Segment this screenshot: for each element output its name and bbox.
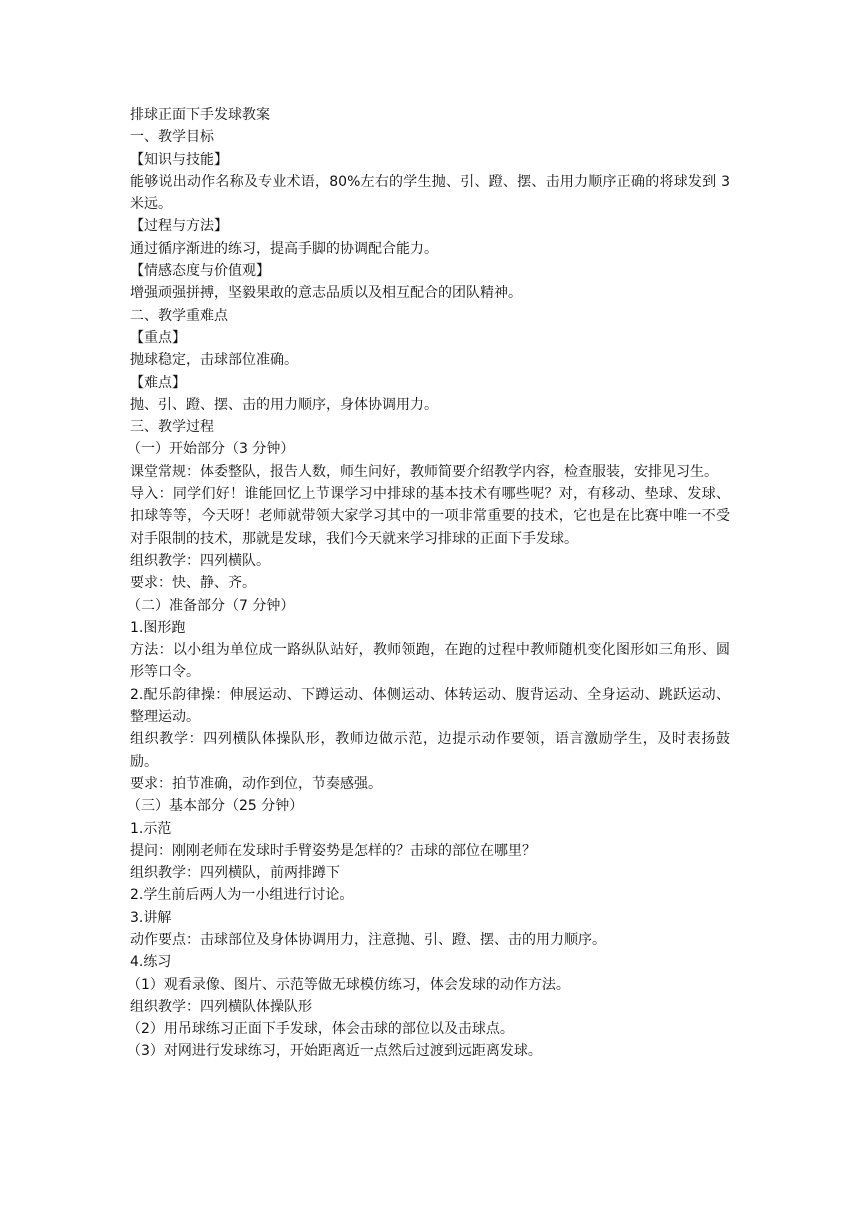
section-heading-process: 三、教学过程 xyxy=(130,419,214,436)
section-heading-key-points: 二、教学重难点 xyxy=(130,307,228,324)
paragraph-class-routine: 课堂常规：体委整队，报告人数，师生问好，教师简要介绍教学内容，检查服装，安排见习生。 xyxy=(130,463,718,480)
section-heading-objectives: 一、教学目标 xyxy=(130,129,214,146)
item-discussion: 2.学生前后两人为一小组进行讨论。 xyxy=(130,887,354,904)
subheading-process-method: 【过程与方法】 xyxy=(130,218,228,235)
practice-step-3: （3）对网进行发球练习，开始距离近一点然后过渡到远距离发球。 xyxy=(127,1043,542,1060)
practice-step-1: （1）观看录像、图片、示范等做无球模仿练习，体会发球的动作方法。 xyxy=(127,976,570,993)
subheading-knowledge-skills: 【知识与技能】 xyxy=(130,151,228,168)
paragraph-knowledge-skills: 能够说出动作名称及专业术语，80%左右的学生抛、引、蹬、摆、击用力顺序正确的将球发到 3 米远。 xyxy=(130,173,730,213)
paragraph-process-method: 通过循序渐进的练习，提高手脚的协调配合能力。 xyxy=(130,240,438,257)
item-practice: 4.练习 xyxy=(130,954,172,971)
paragraph-requirement-1: 要求：快、静、齐。 xyxy=(130,575,256,592)
paragraph-organization-3: 组织教学：四列横队，前两排蹲下 xyxy=(130,865,340,882)
subheading-start-part: （一）开始部分（3 分钟） xyxy=(127,441,295,458)
paragraph-introduction: 导入：同学们好！谁能回忆上节课学习中排球的基本技术有哪些呢？对，有移动、垫球、发球、扣球等等，今天呀！老师就带领大家学习其中的一项非常重要的技术，它也是在比赛中唯一不受对手限制的技术，那就是发球，我们今天就来学习排球的正面下手发球。 xyxy=(130,486,730,547)
subheading-key-point: 【重点】 xyxy=(130,329,186,346)
paragraph-organization-1: 组织教学：四列横队。 xyxy=(130,552,270,569)
subheading-preparation-part: （二）准备部分（7 分钟） xyxy=(127,597,295,614)
paragraph-difficulty: 抛、引、蹬、摆、击的用力顺序，身体协调用力。 xyxy=(130,396,438,413)
item-figure-run: 1.图形跑 xyxy=(130,619,186,636)
document-page xyxy=(127,104,730,1063)
item-explanation: 3.讲解 xyxy=(130,909,172,926)
paragraph-action-points: 动作要点：击球部位及身体协调用力，注意抛、引、蹬、摆、击的用力顺序。 xyxy=(130,931,606,948)
item-demonstration: 1.示范 xyxy=(130,820,172,837)
practice-step-2: （2）用吊球练习正面下手发球，体会击球的部位以及击球点。 xyxy=(127,1021,514,1038)
paragraph-requirement-2: 要求：拍节准确，动作到位，节奏感强。 xyxy=(130,775,382,792)
item-rhythm-exercise: 2.配乐韵律操：伸展运动、下蹲运动、体侧运动、体转运动、腹背运动、全身运动、跳跃运动、整理运动。 xyxy=(130,686,730,726)
paragraph-key-point: 抛球稳定，击球部位准确。 xyxy=(130,352,298,369)
document-title: 排球正面下手发球教案 xyxy=(130,107,270,123)
paragraph-question: 提问：刚刚老师在发球时手臂姿势是怎样的？击球的部位在哪里？ xyxy=(130,842,536,859)
subheading-attitude-values: 【情感态度与价值观】 xyxy=(130,263,270,280)
subheading-basic-part: （三）基本部分（25 分钟） xyxy=(127,798,304,815)
paragraph-organization-4: 组织教学：四列横队体操队形 xyxy=(130,998,312,1015)
paragraph-attitude-values: 增强顽强拼搏，坚毅果敢的意志品质以及相互配合的团队精神。 xyxy=(130,285,522,302)
subheading-difficulty: 【难点】 xyxy=(130,374,186,391)
paragraph-organization-2: 组织教学：四列横队体操队形，教师边做示范，边提示动作要领，语言激励学生，及时表扬鼓励。 xyxy=(130,731,730,770)
paragraph-figure-run-method: 方法：以小组为单位成一路纵队站好，教师领跑，在跑的过程中教师随机变化图形如三角形、圆形等口令。 xyxy=(130,642,730,681)
